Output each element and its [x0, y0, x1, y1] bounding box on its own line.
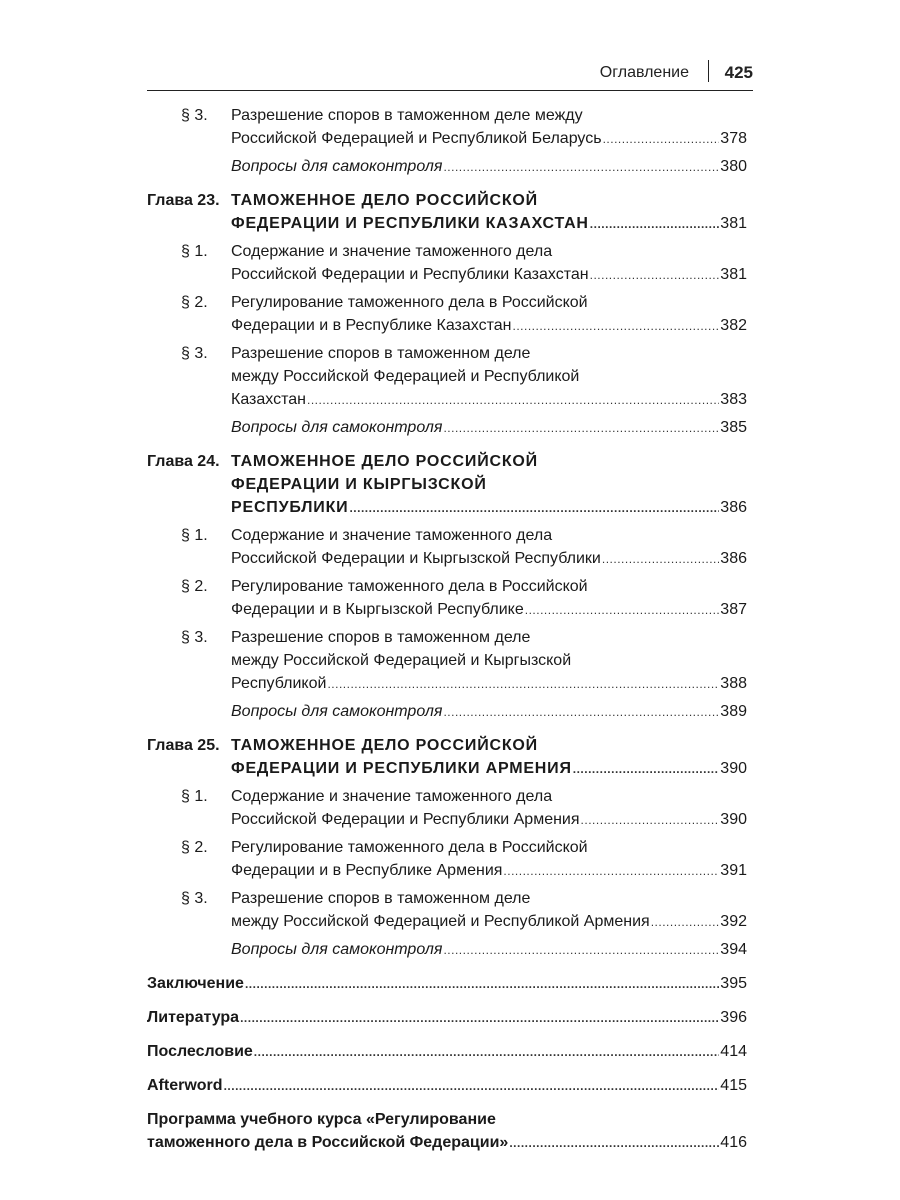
- entry-page: 390: [720, 811, 747, 828]
- entry-title-line: Федерации и в Республике Казахстан: [231, 317, 512, 334]
- entry-page: 386: [720, 550, 747, 567]
- entry-title-line: Разрешение споров в таможенном деле: [231, 890, 531, 907]
- entry-title-line: ФЕДЕРАЦИИ И КЫРГЫЗСКОЙ: [231, 476, 487, 493]
- entry-title-line: Федерации и в Республике Армения: [231, 862, 503, 879]
- entry-title: [231, 104, 747, 151]
- dot-leader: [503, 860, 719, 883]
- dot-leader: [573, 758, 720, 781]
- toc-entry-section[interactable]: [147, 342, 747, 412]
- toc-entry-plain[interactable]: [147, 1108, 747, 1155]
- entry-title-line: РЕСПУБЛИКИ: [231, 499, 349, 516]
- entry-page: 414: [720, 1043, 747, 1060]
- dot-leader: [224, 1075, 720, 1098]
- toc-entry-questions[interactable]: [147, 155, 747, 179]
- entry-page: 395: [720, 975, 747, 992]
- toc-entry-section[interactable]: [147, 524, 747, 571]
- header-title: Оглавление: [599, 64, 689, 81]
- entry-title-line: Содержание и значение таможенного дела: [231, 527, 553, 544]
- dot-leader: [443, 939, 719, 962]
- table-of-contents: [147, 104, 747, 1155]
- entry-title: [231, 938, 747, 962]
- section-number: § 3.: [181, 629, 208, 646]
- toc-entry-plain[interactable]: [147, 1040, 747, 1064]
- entry-title: [231, 189, 747, 236]
- entry-title: [231, 734, 747, 781]
- entry-title-line: Afterword: [147, 1077, 223, 1094]
- dot-leader: [590, 213, 720, 236]
- dot-leader: [443, 417, 719, 440]
- entry-title: [231, 575, 747, 622]
- toc-entry-section[interactable]: [147, 785, 747, 832]
- entry-page: 390: [720, 760, 747, 777]
- dot-leader: [525, 599, 720, 622]
- entry-title-line: ТАМОЖЕННОЕ ДЕЛО РОССИЙСКОЙ: [231, 453, 538, 470]
- entry-page: 381: [720, 266, 747, 283]
- toc-entry-plain[interactable]: [147, 1074, 747, 1098]
- entry-page: 382: [720, 317, 747, 334]
- dot-leader: [651, 911, 720, 934]
- toc-entry-section[interactable]: [147, 104, 747, 151]
- toc-entry-questions[interactable]: [147, 700, 747, 724]
- entry-title: [147, 1040, 747, 1064]
- entry-title: [231, 700, 747, 724]
- dot-leader: [581, 809, 720, 832]
- entry-title: [231, 416, 747, 440]
- entry-title: [231, 836, 747, 883]
- entry-title: [231, 240, 747, 287]
- toc-entry-section[interactable]: [147, 575, 747, 622]
- toc-entry-chapter[interactable]: [147, 189, 747, 236]
- entry-title: [231, 155, 747, 179]
- entry-page: 388: [720, 675, 747, 692]
- entry-title-line: между Российской Федерацией и Республикой Армения: [231, 913, 650, 930]
- entry-title-line: Вопросы для самоконтроля: [231, 703, 443, 720]
- dot-leader: [349, 497, 719, 520]
- dot-leader: [603, 128, 720, 151]
- toc-entry-plain[interactable]: [147, 1006, 747, 1030]
- toc-entry-plain[interactable]: [147, 972, 747, 996]
- entry-title-line: Вопросы для самоконтроля: [231, 158, 443, 175]
- running-header: [147, 56, 753, 91]
- section-number: § 1.: [181, 527, 208, 544]
- section-number: § 2.: [181, 294, 208, 311]
- chapter-number: Глава 23.: [147, 192, 220, 209]
- section-number: § 1.: [181, 788, 208, 805]
- dot-leader: [240, 1007, 719, 1030]
- toc-entry-section[interactable]: [147, 887, 747, 934]
- entry-title-line: ТАМОЖЕННОЕ ДЕЛО РОССИЙСКОЙ: [231, 737, 538, 754]
- entry-title-line: Содержание и значение таможенного дела: [231, 243, 553, 260]
- toc-entry-questions[interactable]: [147, 938, 747, 962]
- entry-title-line: Российской Федерации и Республики Армения: [231, 811, 580, 828]
- entry-title: [231, 450, 747, 520]
- entry-page: 380: [720, 158, 747, 175]
- entry-title-line: Российской Федерацией и Республикой Беларусь: [231, 130, 602, 147]
- entry-title: [147, 1074, 747, 1098]
- entry-title-line: Российской Федерации и Кыргызской Республики: [231, 550, 601, 567]
- entry-title-line: Вопросы для самоконтроля: [231, 941, 443, 958]
- section-number: § 3.: [181, 345, 208, 362]
- dot-leader: [307, 389, 719, 412]
- entry-title: [231, 626, 747, 696]
- entry-title: [231, 342, 747, 412]
- entry-title-line: Разрешение споров в таможенном деле: [231, 345, 531, 362]
- entry-page: 415: [720, 1077, 747, 1094]
- entry-title-line: Регулирование таможенного дела в Российской: [231, 839, 588, 856]
- entry-title-line: ТАМОЖЕННОЕ ДЕЛО РОССИЙСКОЙ: [231, 192, 538, 209]
- entry-title-line: Разрешение споров в таможенном деле между: [231, 107, 583, 124]
- entry-title-line: между Российской Федерацией и Кыргызской: [231, 652, 572, 669]
- section-number: § 3.: [181, 890, 208, 907]
- entry-page: 378: [720, 130, 747, 147]
- entry-page: 392: [720, 913, 747, 930]
- chapter-number: Глава 24.: [147, 453, 220, 470]
- dot-leader: [512, 315, 719, 338]
- entry-page: 385: [720, 419, 747, 436]
- toc-entry-chapter[interactable]: [147, 450, 747, 520]
- entry-title-line: Литература: [147, 1009, 240, 1026]
- entry-title-line: Регулирование таможенного дела в Российской: [231, 294, 588, 311]
- dot-leader: [509, 1132, 719, 1155]
- entry-title-line: таможенного дела в Российской Федерации»: [147, 1134, 509, 1151]
- section-number: § 1.: [181, 243, 208, 260]
- dot-leader: [590, 264, 720, 287]
- entry-title-line: Послесловие: [147, 1043, 253, 1060]
- entry-page: 391: [720, 862, 747, 879]
- toc-entry-section[interactable]: [147, 836, 747, 883]
- dot-leader: [327, 673, 719, 696]
- dot-leader: [254, 1041, 720, 1064]
- entry-page: 394: [720, 941, 747, 958]
- entry-page: 416: [720, 1134, 747, 1151]
- entry-title: [231, 524, 747, 571]
- entry-title: [231, 887, 747, 934]
- toc-entry-section[interactable]: [147, 240, 747, 287]
- section-number: § 2.: [181, 578, 208, 595]
- entry-title: [231, 291, 747, 338]
- entry-title-line: ФЕДЕРАЦИИ И РЕСПУБЛИКИ КАЗАХСТАН: [231, 215, 589, 232]
- dot-leader: [602, 548, 719, 571]
- entry-title: [147, 1108, 747, 1155]
- entry-title-line: Заключение: [147, 975, 244, 992]
- entry-title-line: Программа учебного курса «Регулирование: [147, 1111, 496, 1128]
- chapter-number: Глава 25.: [147, 737, 220, 754]
- entry-title-line: Содержание и значение таможенного дела: [231, 788, 553, 805]
- dot-leader: [443, 156, 719, 179]
- entry-page: 386: [720, 499, 747, 516]
- entry-title: [147, 1006, 747, 1030]
- entry-title-line: между Российской Федерацией и Республикой: [231, 368, 580, 385]
- entry-page: 381: [720, 215, 747, 232]
- entry-page: 389: [720, 703, 747, 720]
- entry-title-line: Регулирование таможенного дела в Российской: [231, 578, 588, 595]
- dot-leader: [443, 701, 719, 724]
- toc-entry-section[interactable]: [147, 626, 747, 696]
- entry-page: 383: [720, 391, 747, 408]
- entry-title: [231, 785, 747, 832]
- entry-title-line: Российской Федерации и Республики Казахстан: [231, 266, 589, 283]
- entry-title-line: Федерации и в Кыргызской Республике: [231, 601, 524, 618]
- entry-page: 396: [720, 1009, 747, 1026]
- entry-title-line: Республикой: [231, 675, 327, 692]
- section-number: § 3.: [181, 107, 208, 124]
- page-number: 425: [724, 63, 753, 82]
- entry-title-line: Казахстан: [231, 391, 306, 408]
- entry-title-line: Разрешение споров в таможенном деле: [231, 629, 531, 646]
- header-separator: [708, 60, 710, 82]
- section-number: § 2.: [181, 839, 208, 856]
- toc-entry-chapter[interactable]: [147, 734, 747, 781]
- entry-title-line: Вопросы для самоконтроля: [231, 419, 443, 436]
- toc-entry-section[interactable]: [147, 291, 747, 338]
- entry-title: [147, 972, 747, 996]
- entry-title-line: ФЕДЕРАЦИИ И РЕСПУБЛИКИ АРМЕНИЯ: [231, 760, 572, 777]
- dot-leader: [245, 973, 719, 996]
- entry-page: 387: [720, 601, 747, 618]
- toc-entry-questions[interactable]: [147, 416, 747, 440]
